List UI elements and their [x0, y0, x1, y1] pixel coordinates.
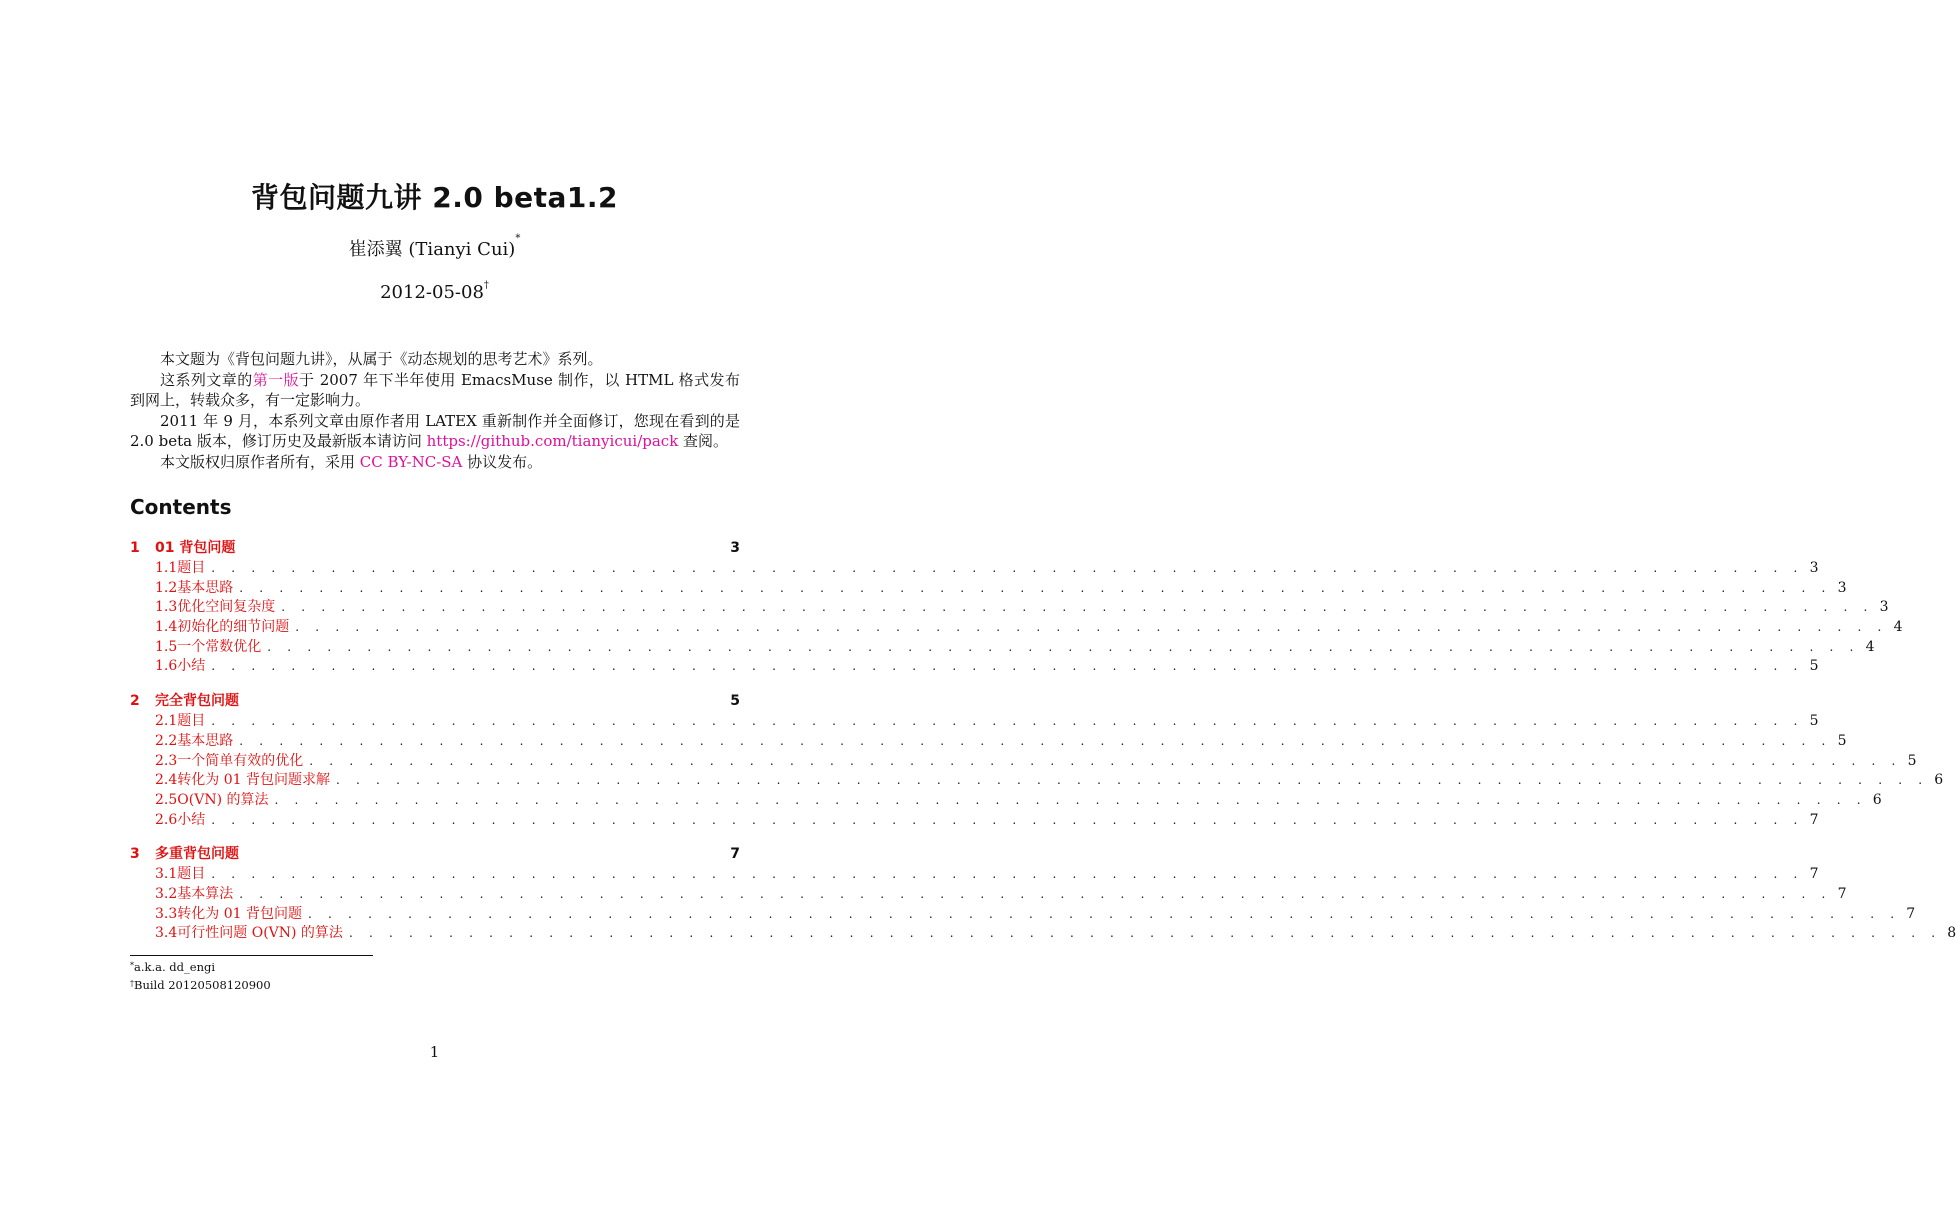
toc-subsection-entry[interactable]	[130, 903, 1916, 923]
toc-subsection-number: 1.2	[155, 579, 178, 596]
toc-subsection-title[interactable]: 基本思路	[177, 732, 234, 749]
toc-subsection-number: 3.4	[155, 925, 178, 942]
toc-subsection-entry[interactable]	[130, 809, 1819, 829]
toc-subsection-entry[interactable]	[130, 596, 1889, 616]
footnote-1-mark: *	[130, 961, 134, 970]
abstract-p3-text-b: 查阅。	[678, 432, 729, 450]
toc-subsection-number: 2.6	[155, 811, 178, 828]
abstract-paragraph-1: 本文题为《背包问题九讲》，从属于《动态规划的思考艺术》系列。	[160, 350, 603, 368]
toc-subsection-number: 2.3	[155, 752, 178, 769]
toc-subsection-title[interactable]: 一个简单有效的优化	[177, 752, 304, 769]
table-of-contents	[130, 537, 1956, 957]
toc-subsection-page: 5	[1837, 732, 1847, 749]
toc-subsection-title[interactable]: 题目	[177, 866, 206, 883]
toc-subsection-number: 1.1	[155, 560, 178, 576]
toc-leader-dots: . . . . . . . . . . . . . . . . . . . . . . . . . . . . . . . . . . . . . . . . . . . . . . . . . . . . . . . . . . . . . . . . . . . . . . . . . . . . . . . .	[295, 620, 1888, 635]
toc-subsection-number: 3.2	[155, 885, 178, 902]
toc-subsection-title[interactable]: 可行性问题 O(VN) 的算法	[177, 925, 343, 942]
abstract-paragraph-4	[130, 452, 740, 473]
toc-subsection-title[interactable]: 一个常数优化	[177, 638, 262, 655]
toc-section-group	[130, 843, 1956, 942]
abstract-p2-text-b: 于 2007 年下半年使用 EmacsMuse 制作，以 HTML 格式发布到网上，转载众多，有一定影响力。	[130, 370, 740, 409]
toc-section-number: 1	[130, 540, 140, 556]
toc-subsection-entry[interactable]	[130, 616, 1903, 636]
toc-subsection-title[interactable]: 转化为 01 背包问题求解	[177, 772, 330, 789]
toc-section-number: 2	[130, 693, 140, 710]
toc-leader-dots: . . . . . . . . . . . . . . . . . . . . . . . . . . . . . . . . . . . . . . . . . . . . . . . . . . . . . . . . . . . . . . . . . . . . . . . . . . . . . . . .	[239, 733, 1832, 748]
footnotes	[130, 958, 271, 994]
toc-subsection-page: 8	[1947, 925, 1956, 942]
toc-subsection-number: 1.4	[155, 619, 178, 636]
toc-subsection-page: 5	[1907, 752, 1917, 769]
toc-section-title[interactable]: 01 背包问题	[155, 540, 236, 556]
abstract-p2-text-a: 这系列文章的	[160, 370, 253, 389]
toc-subsection-title[interactable]: O(VN) 的算法	[177, 791, 269, 808]
toc-subsection-title[interactable]: 初始化的细节问题	[177, 619, 290, 636]
toc-subsection-page: 6	[1934, 772, 1944, 789]
footnote-1-text: a.k.a. dd_engi	[134, 960, 216, 974]
author-name: 崔添翼 (Tianyi Cui)	[348, 239, 516, 260]
toc-subsection-page: 7	[1809, 866, 1819, 883]
toc-subsection-entry[interactable]	[130, 730, 1847, 750]
toc-subsection-title[interactable]: 转化为 01 背包问题	[177, 905, 302, 922]
toc-subsection-page: 5	[1809, 713, 1819, 730]
toc-leader-dots: . . . . . . . . . . . . . . . . . . . . . . . . . . . . . . . . . . . . . . . . . . . . . . . . . . . . . . . . . . . . . . . . . . . . . . . . . . . . . . . .	[335, 773, 1929, 788]
toc-leader-dots: . . . . . . . . . . . . . . . . . . . . . . . . . . . . . . . . . . . . . . . . . . . . . . . . . . . . . . . . . . . . . . . . . . . . . . . . . . . . . . . .	[307, 906, 1901, 921]
toc-leader-dots: . . . . . . . . . . . . . . . . . . . . . . . . . . . . . . . . . . . . . . . . . . . . . . . . . . . . . . . . . . . . . . . . . . . . . . . . . . . . . . . .	[211, 867, 1804, 882]
toc-subsection-page: 6	[1872, 791, 1882, 808]
toc-section-page: 7	[730, 846, 740, 863]
abstract-p4-text-a: 本文版权归原作者所有，采用	[160, 452, 360, 471]
toc-subsection-entry[interactable]	[130, 789, 1882, 809]
toc-subsection-number: 3.3	[155, 905, 178, 922]
toc-subsection-number: 2.2	[155, 732, 178, 749]
toc-subsection-entry[interactable]	[130, 883, 1847, 903]
abstract	[130, 349, 740, 472]
toc-subsection-title[interactable]: 基本思路	[177, 579, 234, 596]
footnote-1	[130, 958, 271, 976]
toc-subsection-number: 3.1	[155, 866, 178, 883]
github-link[interactable]: https://github.com/tianyicui/pack	[426, 432, 679, 450]
license-link[interactable]: CC BY-NC-SA	[359, 452, 463, 471]
toc-leader-dots: . . . . . . . . . . . . . . . . . . . . . . . . . . . . . . . . . . . . . . . . . . . . . . . . . . . . . . . . . . . . . . . . . . . . . . . . . . . . . . . .	[239, 886, 1832, 901]
toc-leader-dots: . . . . . . . . . . . . . . . . . . . . . . . . . . . . . . . . . . . . . . . . . . . . . . . . . . . . . . . . . . . . . . . . . . . . . . . . . . . . . . . .	[239, 580, 1832, 595]
toc-leader-dots: . . . . . . . . . . . . . . . . . . . . . . . . . . . . . . . . . . . . . . . . . . . . . . . . . . . . . . . . . . . . . . . . . . . . . . . . . . . . . . . .	[281, 600, 1874, 615]
toc-section-entry[interactable]	[130, 690, 740, 710]
toc-subsection-entry[interactable]	[130, 769, 1944, 789]
footnote-2-mark: †	[130, 979, 134, 988]
contents-heading: Contents	[130, 495, 232, 519]
toc-subsection-page: 3	[1809, 560, 1819, 576]
toc-subsection-entry[interactable]	[130, 750, 1917, 770]
footnote-2-text: Build 20120508120900	[134, 978, 271, 992]
toc-subsection-title[interactable]: 小结	[177, 811, 206, 828]
toc-section-entry[interactable]	[130, 537, 740, 557]
toc-subsection-number: 1.6	[155, 658, 178, 675]
toc-leader-dots: . . . . . . . . . . . . . . . . . . . . . . . . . . . . . . . . . . . . . . . . . . . . . . . . . . . . . . . . . . . . . . . . . . . . . . . . . . . . . . . .	[309, 753, 1902, 768]
footnote-2	[130, 976, 271, 994]
author-footnote-mark[interactable]: *	[515, 233, 521, 244]
toc-subsection-title[interactable]: 基本算法	[177, 885, 234, 902]
toc-subsection-entry[interactable]	[130, 655, 1819, 675]
abstract-paragraph-2	[130, 370, 740, 411]
toc-section-group	[130, 537, 1903, 675]
toc-section-group	[130, 690, 1944, 828]
toc-subsection-page: 7	[1809, 811, 1819, 828]
page-number: 1	[429, 1043, 440, 1061]
toc-leader-dots: . . . . . . . . . . . . . . . . . . . . . . . . . . . . . . . . . . . . . . . . . . . . . . . . . . . . . . . . . . . . . . . . . . . . . . . . . . . . . . . .	[211, 659, 1804, 674]
toc-subsection-page: 3	[1837, 579, 1847, 596]
toc-subsection-page: 4	[1865, 638, 1875, 655]
toc-subsection-entry[interactable]	[130, 577, 1847, 597]
footnote-rule	[130, 955, 373, 956]
toc-section-number: 3	[130, 846, 140, 863]
toc-section-page: 3	[730, 540, 740, 556]
toc-subsection-page: 7	[1837, 885, 1847, 902]
toc-section-title[interactable]: 完全背包问题	[155, 693, 239, 710]
abstract-p3-text-a: 2011 年 9 月，本系列文章由原作者用 LATEX 重新制作并全面修订，您现在看到的是 2.0 beta 版本，修订历史及最新版本请访问	[130, 411, 740, 450]
toc-leader-dots: . . . . . . . . . . . . . . . . . . . . . . . . . . . . . . . . . . . . . . . . . . . . . . . . . . . . . . . . . . . . . . . . . . . . . . . . . . . . . . . .	[211, 561, 1804, 575]
date-line	[0, 282, 869, 303]
toc-subsection-page: 7	[1906, 905, 1916, 922]
toc-section-entry[interactable]	[130, 843, 740, 863]
toc-subsection-entry[interactable]	[130, 863, 1819, 883]
toc-leader-dots: . . . . . . . . . . . . . . . . . . . . . . . . . . . . . . . . . . . . . . . . . . . . . . . . . . . . . . . . . . . . . . . . . . . . . . . . . . . . . . . .	[211, 812, 1804, 827]
toc-subsection-number: 1.3	[155, 599, 178, 616]
toc-leader-dots: . . . . . . . . . . . . . . . . . . . . . . . . . . . . . . . . . . . . . . . . . . . . . . . . . . . . . . . . . . . . . . . . . . . . . . . . . . . . . . . .	[267, 639, 1860, 654]
toc-leader-dots: . . . . . . . . . . . . . . . . . . . . . . . . . . . . . . . . . . . . . . . . . . . . . . . . . . . . . . . . . . . . . . . . . . . . . . . . . . . . . . . .	[348, 926, 1942, 941]
toc-subsection-title[interactable]: 题目	[177, 560, 206, 576]
toc-subsection-entry[interactable]	[130, 557, 1819, 577]
toc-subsection-entry[interactable]	[130, 636, 1875, 656]
toc-section-title[interactable]: 多重背包问题	[155, 846, 239, 863]
toc-subsection-number: 1.5	[155, 638, 178, 655]
date-footnote-mark[interactable]: †	[483, 280, 489, 291]
toc-leader-dots: . . . . . . . . . . . . . . . . . . . . . . . . . . . . . . . . . . . . . . . . . . . . . . . . . . . . . . . . . . . . . . . . . . . . . . . . . . . . . . . .	[274, 792, 1867, 807]
toc-subsection-number: 2.1	[155, 713, 178, 730]
first-edition-link[interactable]: 第一版	[252, 370, 300, 389]
toc-subsection-title[interactable]: 题目	[177, 713, 206, 730]
author-line	[0, 235, 869, 261]
toc-subsection-number: 2.5	[155, 791, 178, 808]
toc-subsection-title[interactable]: 优化空间复杂度	[177, 599, 276, 616]
document-title: 背包问题九讲 2.0 beta1.2	[250, 181, 618, 214]
toc-subsection-page: 4	[1893, 619, 1903, 636]
toc-leader-dots: . . . . . . . . . . . . . . . . . . . . . . . . . . . . . . . . . . . . . . . . . . . . . . . . . . . . . . . . . . . . . . . . . . . . . . . . . . . . . . . .	[211, 714, 1804, 729]
date-text: 2012-05-08	[380, 282, 484, 303]
toc-subsection-entry[interactable]	[130, 922, 1956, 942]
toc-subsection-entry[interactable]	[130, 710, 1819, 730]
toc-section-page: 5	[730, 693, 740, 710]
toc-subsection-number: 2.4	[155, 772, 178, 789]
toc-subsection-page: 3	[1879, 599, 1889, 616]
abstract-p4-text-b: 协议发布。	[462, 452, 543, 471]
toc-subsection-title[interactable]: 小结	[177, 658, 206, 675]
abstract-paragraph-3	[130, 411, 740, 452]
toc-subsection-page: 5	[1809, 658, 1819, 675]
